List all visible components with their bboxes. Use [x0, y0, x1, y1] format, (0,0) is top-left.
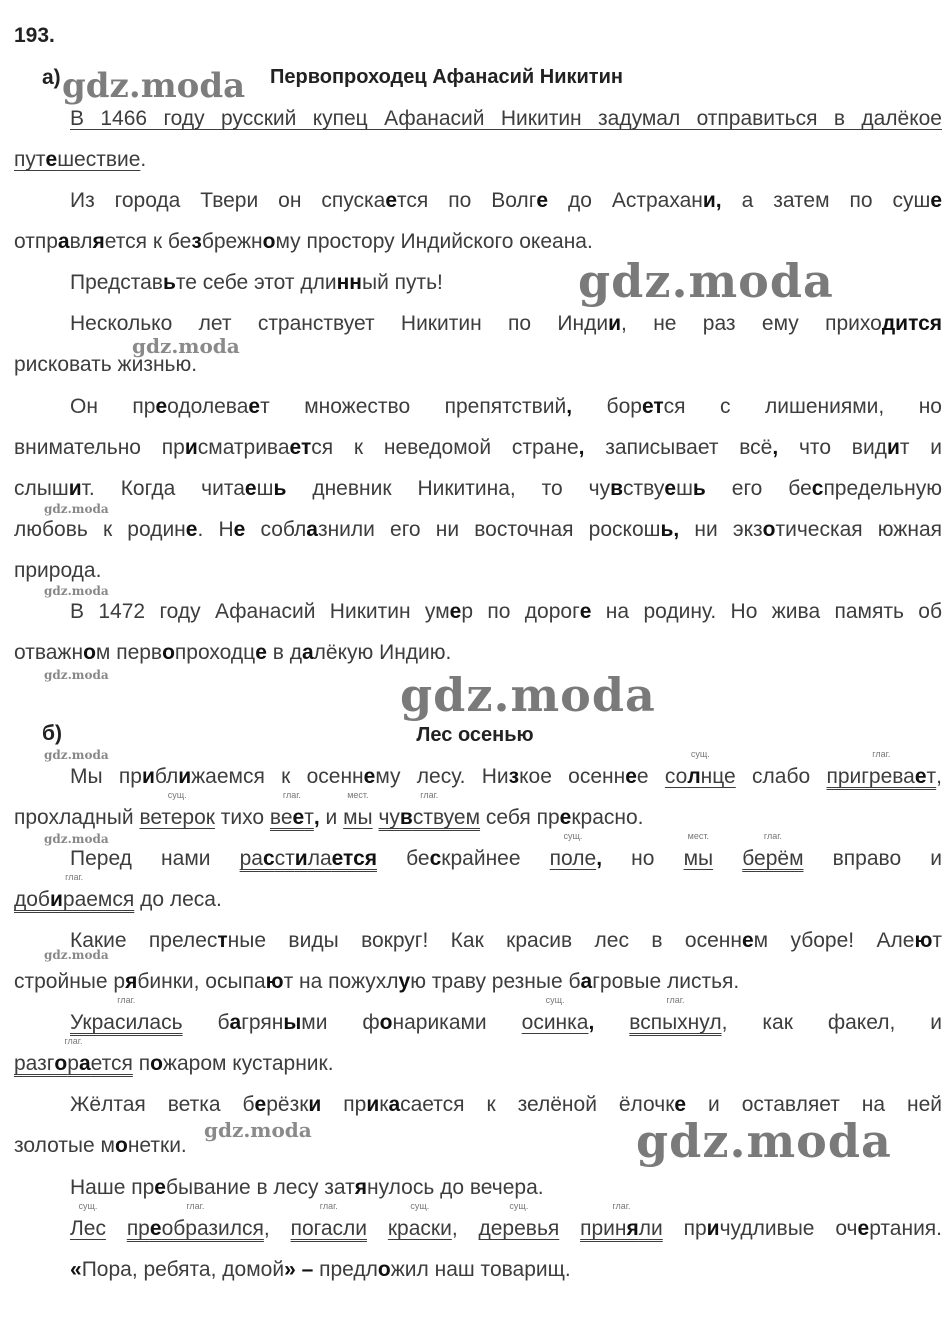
text-line: Он преодолевает множество препятствий, борется с лишениями, но — [70, 395, 942, 418]
text-line: природа. — [14, 559, 102, 582]
text-line: «Пора, ребята, домой» – предложил наш товарищ. — [70, 1258, 571, 1281]
watermark-logo: gdz.moda — [62, 66, 246, 106]
text-line: рисковать жизнью. — [14, 353, 198, 376]
watermark-logo: gdz.moda — [44, 584, 109, 598]
text-line — [70, 106, 942, 132]
text-line: Какие прелестные виды вокруг! Как красив лес в осеннем уборе! Алеют — [70, 929, 943, 952]
text-line: Представьте себе этот длинный путь! — [70, 271, 443, 294]
text-line: золотые монетки. — [14, 1134, 187, 1157]
watermark-logo: gdz.moda — [578, 254, 834, 308]
text-line: глаг. Украсилась багряными фонариками сущ. осинка, глаг. вспыхнул, как факел, и — [70, 995, 942, 1034]
watermark-logo: gdz.moda — [44, 502, 109, 516]
text-line: В 1472 году Афанасий Никитин умер по дороге на родину. Но жива память об — [70, 600, 942, 623]
part-b-title: Лес осенью — [416, 724, 534, 746]
watermark-logo: gdz.moda — [400, 668, 656, 722]
text-line: отправляется к безбрежному простору Индийского океана. — [14, 230, 593, 253]
part-a-title: Первопроходец Афанасий Никитин — [270, 66, 623, 88]
text-line: стройные рябинки, осыпают на пожухлую траву резные багровые листья. — [14, 970, 740, 993]
watermark-logo: gdz.moda — [44, 748, 109, 762]
watermark-logo: gdz.moda — [204, 1118, 312, 1142]
text-line: путешествие. — [14, 148, 147, 171]
text-line: любовь к родине. Не соблазнили его ни восточная роскошь, ни экзотическая южная — [14, 518, 943, 541]
watermark-logo: gdz.moda — [636, 1114, 892, 1168]
text-line: внимательно присматривается к неведомой стране, записывает всё, что видит и — [14, 436, 943, 459]
text-line: Жёлтая ветка берёзки прикасается к зелёной ёлочке и оставляет на ней — [70, 1093, 943, 1116]
part-a-label: а) — [42, 66, 61, 89]
watermark-logo: gdz.moda — [44, 832, 109, 846]
text-line: Из города Твери он спускается по Волге до Астрахани, а затем по суше — [70, 189, 942, 212]
text-line: слышит. Когда читаешь дневник Никитина, то чувствуешь его беспредельную — [14, 477, 942, 500]
text-line: отважном первопроходце в далёкую Индию. — [14, 641, 452, 664]
text-line: глаг. добираемся до леса. — [14, 872, 222, 911]
watermark-logo: gdz.moda — [44, 668, 109, 682]
text-line: Перед нами расстилается бескрайнее сущ. поле, но мест. мы глаг. берём вправо и — [70, 831, 942, 870]
part-b-label: б) — [42, 722, 62, 745]
text-line: прохладный сущ. ветерок тихо глаг. веет, и мест. мы глаг. чувствуем себя прекрасно. — [14, 790, 644, 829]
text-line: Наше пребывание в лесу затянулось до вечера. — [70, 1176, 544, 1199]
watermark-logo: gdz.moda — [132, 334, 240, 358]
text-line: сущ. Лес глаг. преобразился, глаг. погасли сущ. краски, сущ. деревья глаг. приняли причудливые очертания. — [70, 1201, 943, 1240]
underlined-sentence: В 1466 году русский купец Афанасий Никитин задумал отправиться в далёкое — [70, 107, 942, 130]
text-line: Несколько лет странствует Никитин по Индии, не раз ему приходится — [70, 312, 943, 335]
text-line: глаг. разгорается пожаром кустарник. — [14, 1036, 334, 1075]
watermark-logo: gdz.moda — [44, 948, 109, 962]
text-line: Мы приближаемся к осеннему лесу. Низкое осеннее сущ. солнце слабо глаг. пригревает, — [70, 749, 943, 788]
task-number: 193. — [14, 24, 55, 47]
